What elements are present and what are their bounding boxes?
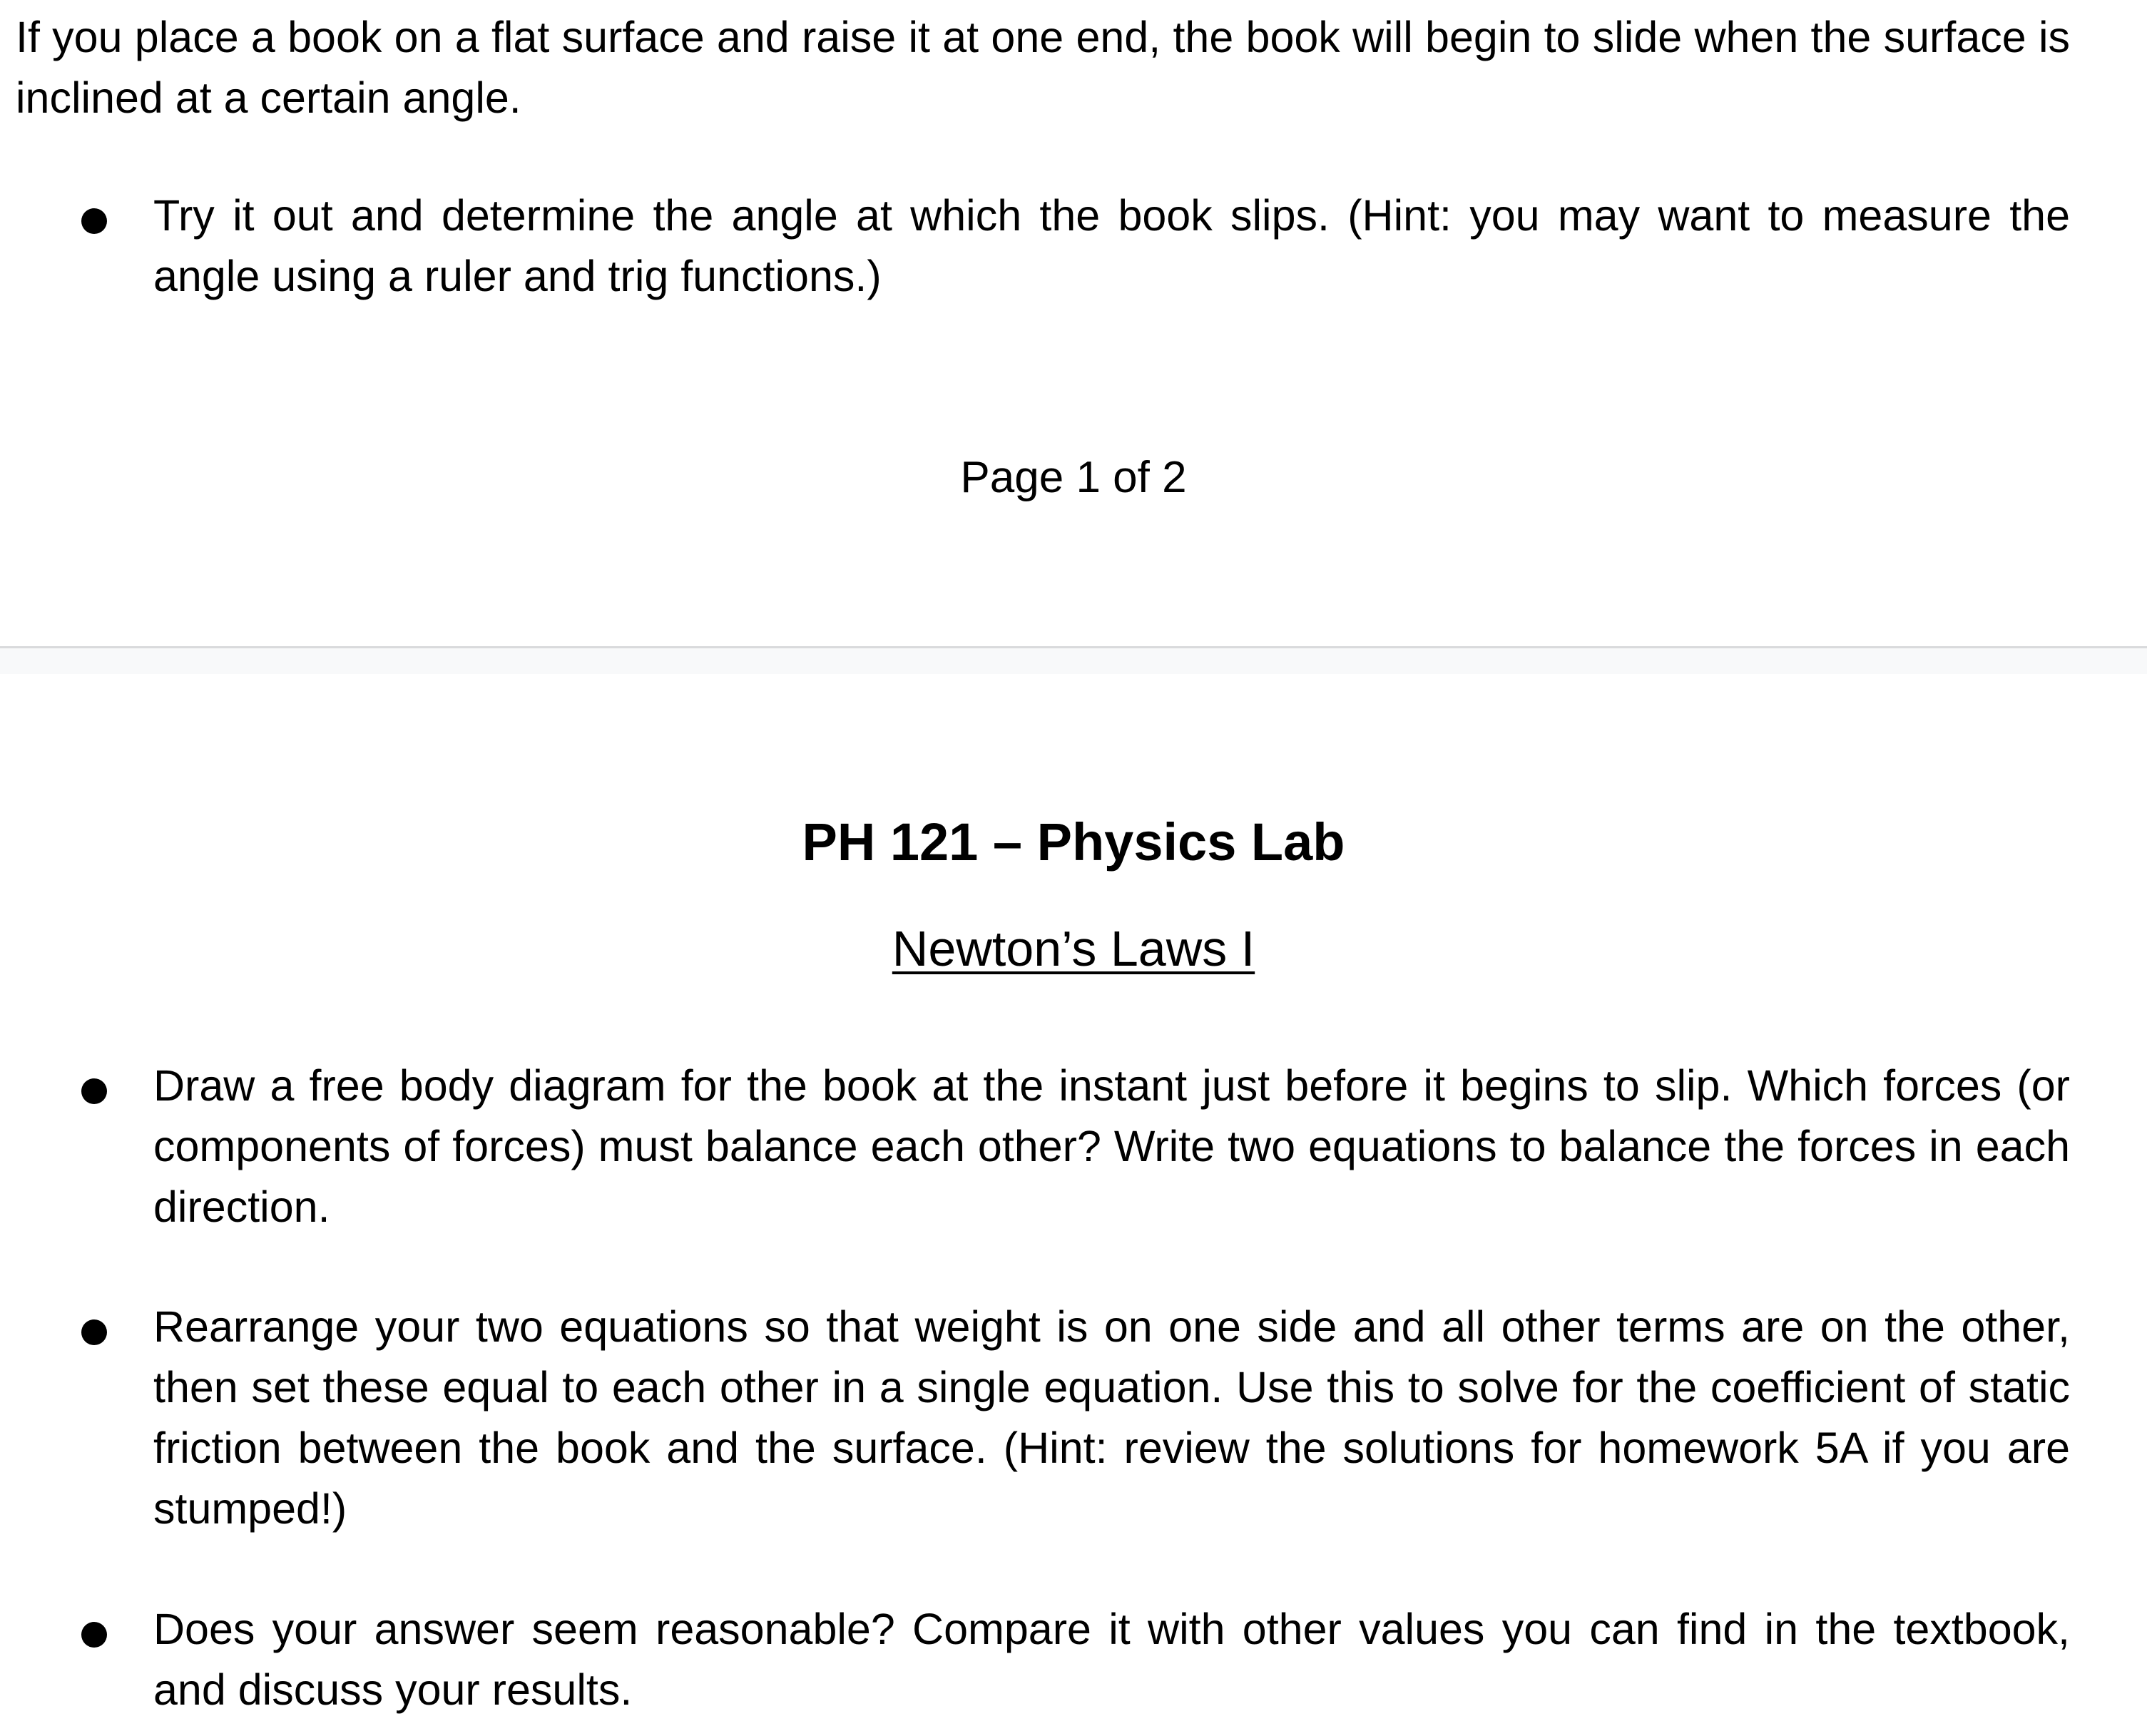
bullet-dot <box>81 1622 107 1648</box>
lab-subtitle: Newton’s Laws I <box>892 921 1255 976</box>
bullet-text: Try it out and determine the angle at which the book slips. (Hint: you may want to measure the angle using a ruler and trig functions.) <box>153 191 2070 300</box>
bullet-dot <box>81 208 107 234</box>
intro-paragraph: If you place a book on a flat surface and raise it at one end, the book will begin to slide when the surface is inclined at a certain angle. <box>16 13 2070 122</box>
bullet-dot <box>81 1078 107 1104</box>
lab-title: PH 121 – Physics Lab <box>802 812 1345 872</box>
bullet-text: Rearrange your two equations so that weight is on one side and all other terms are on the other, then set these equal to each other in a single equation. Use this to solve for the coefficient of static friction between the book and the surface. (Hint: review the solutions for homework 5A if you are stumped!) <box>153 1302 2070 1533</box>
bullet-dot <box>81 1319 107 1345</box>
bullet-text: Draw a free body diagram for the book at the instant just before it begins to slip. Which forces (or components of forces) must balance each other? Write two equations to balance the forces in each direction. <box>153 1061 2070 1231</box>
subtitle-container <box>0 916 2147 981</box>
page-separator <box>0 646 2147 676</box>
bullet-text: Does your answer seem reasonable? Compare it with other values you can find in the textbook, and discuss your results. <box>153 1605 2070 1714</box>
page-number: Page 1 of 2 <box>960 453 1187 502</box>
document-page-1 <box>0 0 2147 649</box>
